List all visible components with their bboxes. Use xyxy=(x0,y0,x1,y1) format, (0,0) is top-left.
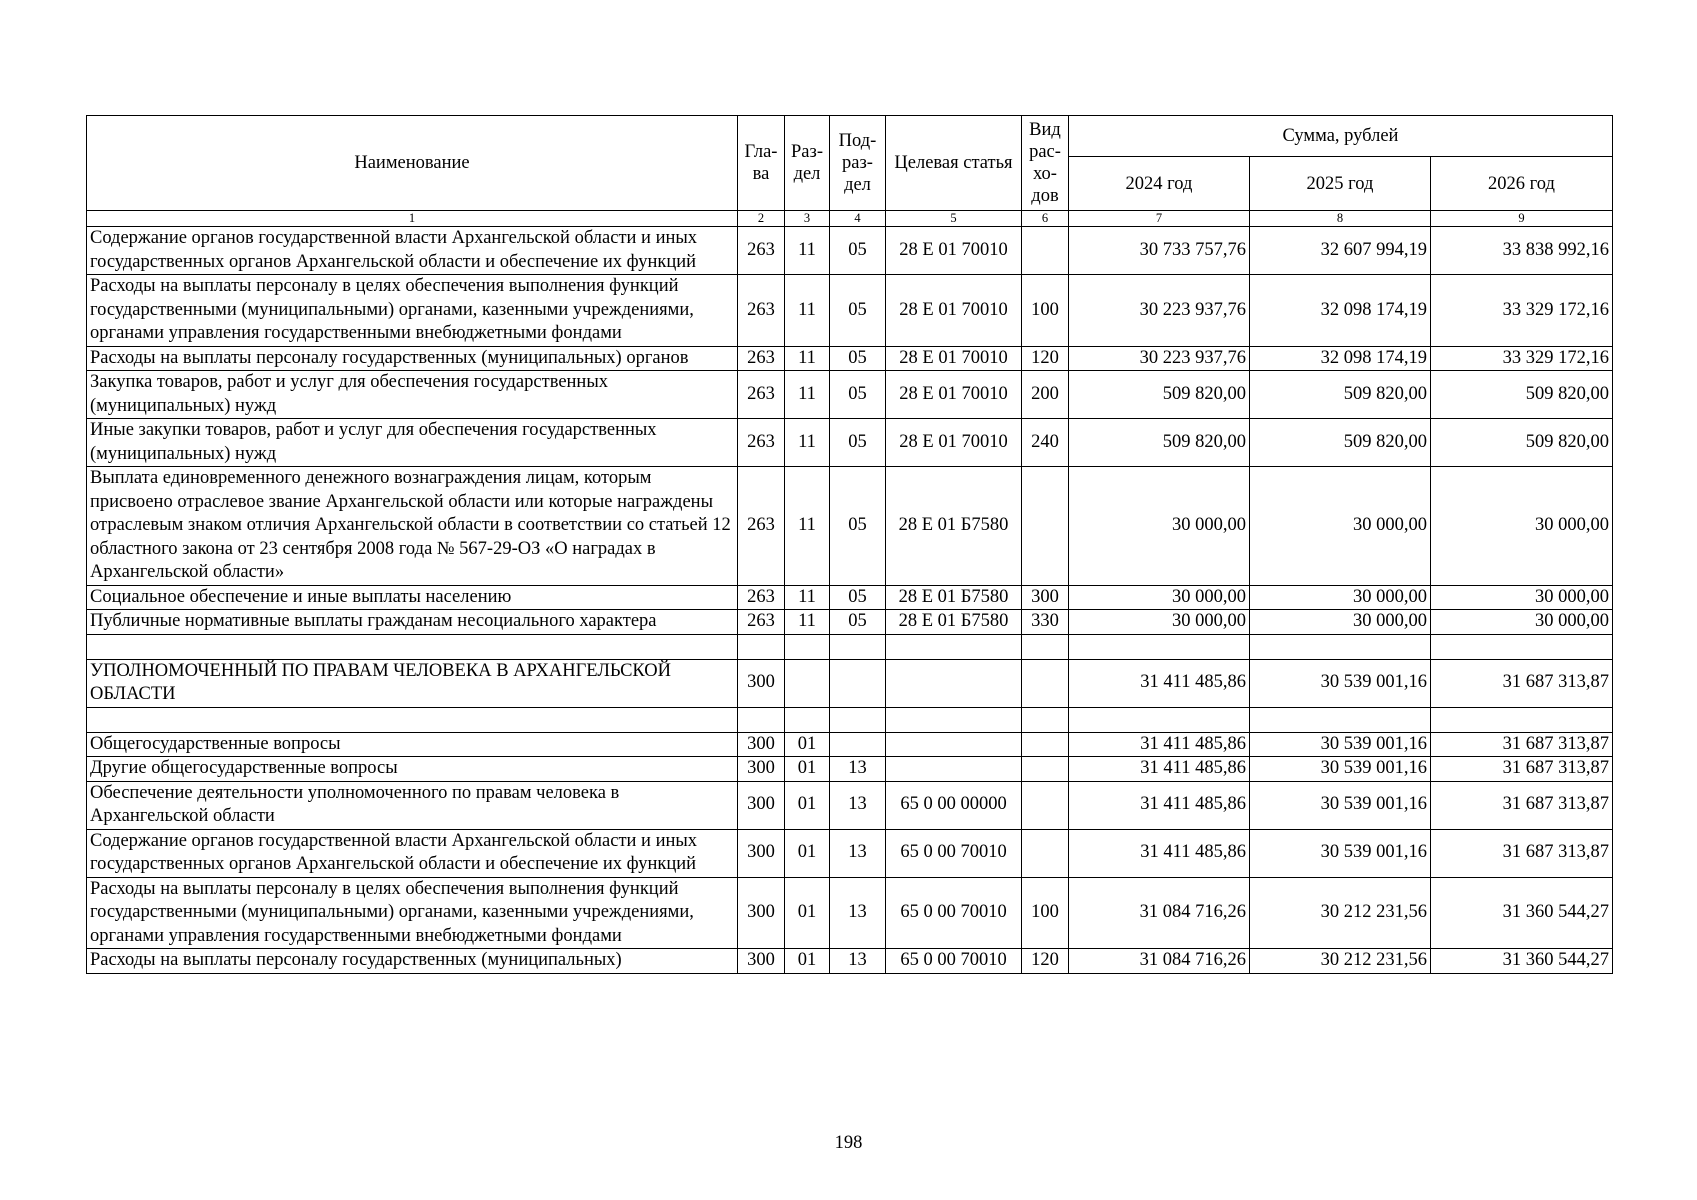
column-number: 4 xyxy=(830,211,886,227)
row-glava-cell xyxy=(738,634,785,659)
column-number: 2 xyxy=(738,211,785,227)
row-amount-2024-cell: 31 084 716,26 xyxy=(1069,949,1250,974)
header-vid-rashodov: Вид рас-хо-дов xyxy=(1022,116,1069,211)
row-amount-2025-cell: 30 539 001,16 xyxy=(1250,732,1431,757)
row-celevaya-statya-cell: 65 0 00 70010 xyxy=(886,829,1022,877)
row-amount-2024-cell: 509 820,00 xyxy=(1069,419,1250,467)
row-podrazdel-cell: 05 xyxy=(830,610,886,635)
row-glava-cell: 263 xyxy=(738,585,785,610)
header-podrazdel: Под-раз-дел xyxy=(830,116,886,211)
row-podrazdel-cell: 13 xyxy=(830,829,886,877)
row-amount-2024-cell: 31 411 485,86 xyxy=(1069,659,1250,707)
row-vid-rashodov-cell xyxy=(1022,829,1069,877)
row-amount-2026-cell: 31 360 544,27 xyxy=(1431,877,1613,949)
table-row xyxy=(87,877,1613,949)
table-row xyxy=(87,371,1613,419)
row-amount-2025-cell: 32 098 174,19 xyxy=(1250,275,1431,347)
row-celevaya-statya-cell: 28 Е 01 70010 xyxy=(886,346,1022,371)
row-razdel-cell: 11 xyxy=(785,227,830,275)
row-amount-2025-cell: 30 539 001,16 xyxy=(1250,659,1431,707)
row-vid-rashodov-cell xyxy=(1022,732,1069,757)
row-razdel-cell: 01 xyxy=(785,829,830,877)
row-vid-rashodov-cell: 100 xyxy=(1022,877,1069,949)
row-amount-2026-cell: 33 838 992,16 xyxy=(1431,227,1613,275)
header-name: Наименование xyxy=(87,116,738,211)
row-amount-2026-cell: 31 687 313,87 xyxy=(1431,781,1613,829)
row-amount-2024-cell xyxy=(1069,707,1250,732)
row-amount-2024-cell: 30 000,00 xyxy=(1069,610,1250,635)
row-celevaya-statya-cell xyxy=(886,757,1022,782)
row-celevaya-statya-cell: 65 0 00 70010 xyxy=(886,949,1022,974)
row-podrazdel-cell: 05 xyxy=(830,275,886,347)
table-row xyxy=(87,275,1613,347)
row-amount-2026-cell: 31 687 313,87 xyxy=(1431,732,1613,757)
row-amount-2026-cell: 31 360 544,27 xyxy=(1431,949,1613,974)
table-row xyxy=(87,829,1613,877)
column-number: 5 xyxy=(886,211,1022,227)
row-podrazdel-cell: 05 xyxy=(830,346,886,371)
row-podrazdel-cell xyxy=(830,659,886,707)
row-amount-2026-cell xyxy=(1431,634,1613,659)
row-razdel-cell: 11 xyxy=(785,275,830,347)
row-glava-cell: 300 xyxy=(738,659,785,707)
header-razdel: Раз-дел xyxy=(785,116,830,211)
row-podrazdel-cell: 13 xyxy=(830,877,886,949)
row-razdel-cell: 01 xyxy=(785,732,830,757)
row-amount-2025-cell xyxy=(1250,634,1431,659)
row-name-cell: Иные закупки товаров, работ и услуг для обеспечения государственных (муниципальных) нужд xyxy=(87,419,738,467)
table-row xyxy=(87,949,1613,974)
header-summa: Сумма, рублей xyxy=(1069,116,1613,157)
row-celevaya-statya-cell xyxy=(886,732,1022,757)
row-glava-cell: 263 xyxy=(738,371,785,419)
row-razdel-cell: 01 xyxy=(785,877,830,949)
row-podrazdel-cell xyxy=(830,634,886,659)
row-amount-2024-cell: 509 820,00 xyxy=(1069,371,1250,419)
row-name-cell: УПОЛНОМОЧЕННЫЙ ПО ПРАВАМ ЧЕЛОВЕКА В АРХАНГЕЛЬСКОЙ ОБЛАСТИ xyxy=(87,659,738,707)
row-amount-2026-cell: 31 687 313,87 xyxy=(1431,659,1613,707)
row-vid-rashodov-cell xyxy=(1022,467,1069,586)
row-amount-2024-cell: 30 223 937,76 xyxy=(1069,275,1250,347)
row-vid-rashodov-cell xyxy=(1022,634,1069,659)
row-amount-2026-cell: 30 000,00 xyxy=(1431,585,1613,610)
row-amount-2024-cell: 30 223 937,76 xyxy=(1069,346,1250,371)
spacer-row xyxy=(87,634,1613,659)
row-glava-cell: 263 xyxy=(738,227,785,275)
row-amount-2025-cell: 30 000,00 xyxy=(1250,467,1431,586)
spacer-row xyxy=(87,707,1613,732)
row-razdel-cell: 11 xyxy=(785,419,830,467)
row-amount-2025-cell: 30 212 231,56 xyxy=(1250,877,1431,949)
column-number: 8 xyxy=(1250,211,1431,227)
row-amount-2025-cell xyxy=(1250,707,1431,732)
row-glava-cell: 263 xyxy=(738,275,785,347)
row-podrazdel-cell: 05 xyxy=(830,419,886,467)
column-number: 6 xyxy=(1022,211,1069,227)
row-amount-2025-cell: 509 820,00 xyxy=(1250,419,1431,467)
row-razdel-cell: 11 xyxy=(785,371,830,419)
row-amount-2025-cell: 32 607 994,19 xyxy=(1250,227,1431,275)
row-amount-2026-cell xyxy=(1431,707,1613,732)
row-amount-2025-cell: 30 212 231,56 xyxy=(1250,949,1431,974)
row-amount-2024-cell: 30 000,00 xyxy=(1069,585,1250,610)
row-glava-cell: 300 xyxy=(738,757,785,782)
row-vid-rashodov-cell: 200 xyxy=(1022,371,1069,419)
header-celevaya-statya: Целевая статья xyxy=(886,116,1022,211)
row-amount-2024-cell: 31 411 485,86 xyxy=(1069,781,1250,829)
row-amount-2026-cell: 30 000,00 xyxy=(1431,467,1613,586)
row-vid-rashodov-cell: 240 xyxy=(1022,419,1069,467)
row-amount-2026-cell: 509 820,00 xyxy=(1431,371,1613,419)
row-glava-cell: 300 xyxy=(738,781,785,829)
row-celevaya-statya-cell: 28 Е 01 70010 xyxy=(886,275,1022,347)
table-body xyxy=(87,211,1613,974)
row-amount-2024-cell: 30 733 757,76 xyxy=(1069,227,1250,275)
row-name-cell xyxy=(87,707,738,732)
table-row xyxy=(87,227,1613,275)
row-name-cell: Публичные нормативные выплаты гражданам несоциального характера xyxy=(87,610,738,635)
row-vid-rashodov-cell: 100 xyxy=(1022,275,1069,347)
row-name-cell: Содержание органов государственной власти Архангельской области и иных государственных органов Архангельской области и обеспечение их функций xyxy=(87,227,738,275)
table-row xyxy=(87,781,1613,829)
row-vid-rashodov-cell xyxy=(1022,227,1069,275)
row-amount-2026-cell: 33 329 172,16 xyxy=(1431,275,1613,347)
row-celevaya-statya-cell: 28 Е 01 70010 xyxy=(886,227,1022,275)
row-podrazdel-cell: 05 xyxy=(830,467,886,586)
row-amount-2026-cell: 509 820,00 xyxy=(1431,419,1613,467)
row-name-cell: Общегосударственные вопросы xyxy=(87,732,738,757)
row-name-cell: Расходы на выплаты персоналу в целях обеспечения выполнения функций государственными (муниципальными) органами, казенными учреждениями, органами управления государственными внебюджетными фондами xyxy=(87,275,738,347)
row-celevaya-statya-cell: 28 Е 01 70010 xyxy=(886,419,1022,467)
row-glava-cell: 263 xyxy=(738,467,785,586)
section-header-row xyxy=(87,659,1613,707)
row-amount-2025-cell: 32 098 174,19 xyxy=(1250,346,1431,371)
column-number: 9 xyxy=(1431,211,1613,227)
header-year-2026: 2026 год xyxy=(1431,157,1613,211)
row-vid-rashodov-cell xyxy=(1022,781,1069,829)
row-razdel-cell xyxy=(785,707,830,732)
row-podrazdel-cell: 05 xyxy=(830,371,886,419)
row-razdel-cell: 01 xyxy=(785,781,830,829)
column-number: 3 xyxy=(785,211,830,227)
row-podrazdel-cell xyxy=(830,732,886,757)
row-glava-cell: 300 xyxy=(738,732,785,757)
row-name-cell: Содержание органов государственной власти Архангельской области и иных государственных органов Архангельской области и обеспечение их функций xyxy=(87,829,738,877)
row-razdel-cell: 01 xyxy=(785,949,830,974)
row-vid-rashodov-cell xyxy=(1022,659,1069,707)
header-year-2024: 2024 год xyxy=(1069,157,1250,211)
row-amount-2026-cell: 31 687 313,87 xyxy=(1431,757,1613,782)
row-celevaya-statya-cell: 28 Е 01 70010 xyxy=(886,371,1022,419)
row-glava-cell: 263 xyxy=(738,419,785,467)
table-row xyxy=(87,610,1613,635)
row-amount-2024-cell xyxy=(1069,634,1250,659)
budget-table xyxy=(86,115,1613,974)
column-number: 7 xyxy=(1069,211,1250,227)
row-glava-cell: 263 xyxy=(738,610,785,635)
row-podrazdel-cell: 05 xyxy=(830,585,886,610)
row-amount-2025-cell: 30 000,00 xyxy=(1250,610,1431,635)
row-name-cell: Выплата единовременного денежного вознаграждения лицам, которым присвоено отраслевое звание Архангельской области или которые награждены отраслевым знаком отличия Архангельской области в соответствии со статьей 12 областного закона от 23 сентября 2008 года № 567-29-ОЗ «О наградах в Архангельской области» xyxy=(87,467,738,586)
table-row xyxy=(87,467,1613,586)
row-razdel-cell xyxy=(785,659,830,707)
table-row xyxy=(87,585,1613,610)
row-celevaya-statya-cell: 65 0 00 70010 xyxy=(886,877,1022,949)
row-celevaya-statya-cell: 28 Е 01 Б7580 xyxy=(886,610,1022,635)
row-podrazdel-cell: 13 xyxy=(830,781,886,829)
row-glava-cell: 300 xyxy=(738,829,785,877)
row-glava-cell xyxy=(738,707,785,732)
row-razdel-cell: 01 xyxy=(785,757,830,782)
row-amount-2026-cell: 31 687 313,87 xyxy=(1431,829,1613,877)
row-amount-2025-cell: 509 820,00 xyxy=(1250,371,1431,419)
row-podrazdel-cell: 13 xyxy=(830,757,886,782)
row-amount-2026-cell: 30 000,00 xyxy=(1431,610,1613,635)
row-amount-2024-cell: 30 000,00 xyxy=(1069,467,1250,586)
row-celevaya-statya-cell xyxy=(886,707,1022,732)
row-name-cell xyxy=(87,634,738,659)
row-vid-rashodov-cell: 120 xyxy=(1022,346,1069,371)
column-number: 1 xyxy=(87,211,738,227)
row-amount-2024-cell: 31 411 485,86 xyxy=(1069,732,1250,757)
row-vid-rashodov-cell: 330 xyxy=(1022,610,1069,635)
row-amount-2025-cell: 30 000,00 xyxy=(1250,585,1431,610)
row-celevaya-statya-cell: 28 Е 01 Б7580 xyxy=(886,467,1022,586)
row-razdel-cell: 11 xyxy=(785,610,830,635)
header-glava: Гла-ва xyxy=(738,116,785,211)
row-name-cell: Расходы на выплаты персоналу в целях обеспечения выполнения функций государственными (муниципальными) органами, казенными учреждениями, органами управления государственными внебюджетными фондами xyxy=(87,877,738,949)
row-razdel-cell: 11 xyxy=(785,346,830,371)
page-number: 198 xyxy=(834,1133,863,1153)
row-podrazdel-cell: 05 xyxy=(830,227,886,275)
row-vid-rashodov-cell: 120 xyxy=(1022,949,1069,974)
row-razdel-cell: 11 xyxy=(785,467,830,586)
row-name-cell: Закупка товаров, работ и услуг для обеспечения государственных (муниципальных) нужд xyxy=(87,371,738,419)
row-amount-2024-cell: 31 411 485,86 xyxy=(1069,757,1250,782)
column-numbers-row xyxy=(87,211,1613,227)
row-amount-2024-cell: 31 084 716,26 xyxy=(1069,877,1250,949)
row-name-cell: Расходы на выплаты персоналу государственных (муниципальных) xyxy=(87,949,738,974)
table-row xyxy=(87,732,1613,757)
row-amount-2024-cell: 31 411 485,86 xyxy=(1069,829,1250,877)
row-celevaya-statya-cell: 65 0 00 00000 xyxy=(886,781,1022,829)
row-celevaya-statya-cell xyxy=(886,634,1022,659)
row-podrazdel-cell: 13 xyxy=(830,949,886,974)
row-celevaya-statya-cell xyxy=(886,659,1022,707)
row-amount-2025-cell: 30 539 001,16 xyxy=(1250,781,1431,829)
row-amount-2025-cell: 30 539 001,16 xyxy=(1250,757,1431,782)
row-vid-rashodov-cell xyxy=(1022,707,1069,732)
row-amount-2025-cell: 30 539 001,16 xyxy=(1250,829,1431,877)
row-glava-cell: 300 xyxy=(738,877,785,949)
row-name-cell: Расходы на выплаты персоналу государственных (муниципальных) органов xyxy=(87,346,738,371)
row-vid-rashodov-cell: 300 xyxy=(1022,585,1069,610)
row-razdel-cell: 11 xyxy=(785,585,830,610)
row-amount-2026-cell: 33 329 172,16 xyxy=(1431,346,1613,371)
row-podrazdel-cell xyxy=(830,707,886,732)
row-razdel-cell xyxy=(785,634,830,659)
table-row xyxy=(87,757,1613,782)
row-celevaya-statya-cell: 28 Е 01 Б7580 xyxy=(886,585,1022,610)
header-year-2025: 2025 год xyxy=(1250,157,1431,211)
table-row xyxy=(87,419,1613,467)
row-glava-cell: 300 xyxy=(738,949,785,974)
row-name-cell: Социальное обеспечение и иные выплаты населению xyxy=(87,585,738,610)
row-name-cell: Обеспечение деятельности уполномоченного по правам человека в Архангельской области xyxy=(87,781,738,829)
row-name-cell: Другие общегосударственные вопросы xyxy=(87,757,738,782)
row-vid-rashodov-cell xyxy=(1022,757,1069,782)
table-row xyxy=(87,346,1613,371)
row-glava-cell: 263 xyxy=(738,346,785,371)
